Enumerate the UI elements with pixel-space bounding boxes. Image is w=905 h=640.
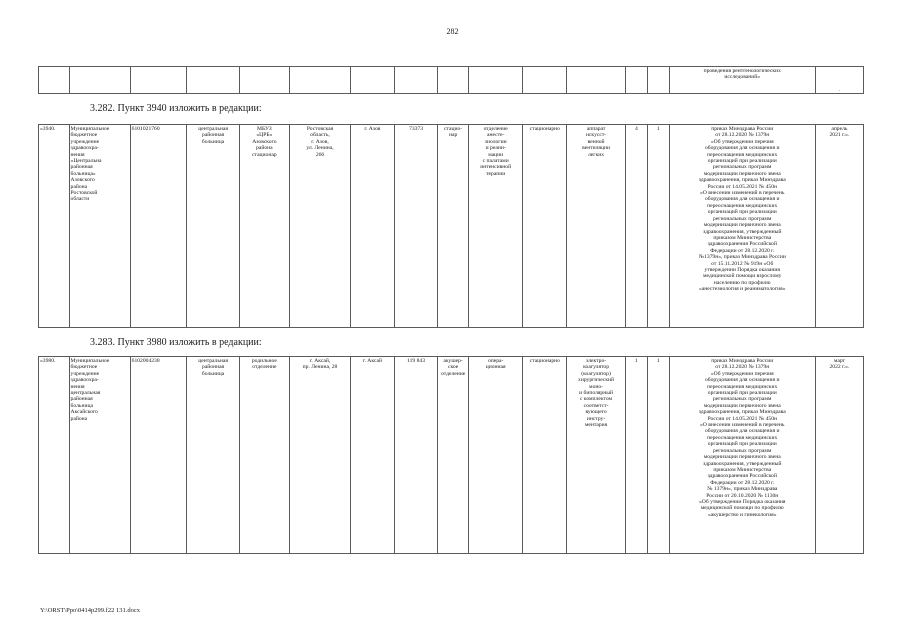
population: 73373 xyxy=(394,125,438,328)
organization-name: Муниципальное бюджетное учреждение здравоохра- нения центральная районная больница Аксайского района xyxy=(69,357,130,554)
organization-code: 6101021760 xyxy=(130,125,187,328)
section-heading-3283: 3.283. Пункт 3980 изложить в редакции: xyxy=(90,337,262,348)
row-number: «3980. xyxy=(39,357,70,554)
care-type: стацио- нар xyxy=(438,125,469,328)
equipment: электро- коагулятор (коагулятор) хирургический моно- и биполярный с комплектом соответст- вующего инстру- ментария xyxy=(567,357,626,554)
city: г. Азов xyxy=(351,125,395,328)
quantity-2: 1 xyxy=(647,357,669,554)
deadline: март 2022 г.». xyxy=(815,357,863,554)
fragment-dot: . xyxy=(838,86,841,93)
organization-type: центральная районная больница xyxy=(187,357,239,554)
organization-type: центральная районная больница xyxy=(187,125,239,328)
deadline: апрель 2021 г.». xyxy=(815,125,863,328)
section-heading-3282: 3.282. Пункт 3940 изложить в редакции: xyxy=(90,103,262,114)
care-condition: стационарно xyxy=(523,125,567,328)
quantity-2: 1 xyxy=(647,125,669,328)
row-number: «3940. xyxy=(39,125,70,328)
organization-name: Муниципальное бюджетное учреждение здравоохра- нения «Центральна районная больница» Азовского района Ростовской области xyxy=(69,125,130,328)
address: г. Аксай, пр. Ленина, 28 xyxy=(289,357,350,554)
fragment-text: проведения рентгенологических исследований» xyxy=(703,68,781,81)
structural-unit: МБУЗ «ЦРБ» Азовского района стационар xyxy=(239,125,289,328)
equipment: аппарат искусст- венной вентиляции легких xyxy=(567,125,626,328)
file-path-footer: Y:\ORST\Ppo\0414p299.f22 131.docx xyxy=(40,607,140,614)
quantity-1: 1 xyxy=(626,357,648,554)
care-condition: стационарно xyxy=(523,357,567,554)
fragment-basis-cell xyxy=(669,67,815,94)
city: г. Аксай xyxy=(351,357,395,554)
population: 119 843 xyxy=(394,357,438,554)
fragment-date-cell xyxy=(815,67,863,94)
organization-code: 6102004238 xyxy=(130,357,187,554)
department: опера- ционная xyxy=(468,357,523,554)
address: Ростовская область, г. Азов, ул. Ленина, 266 xyxy=(289,125,350,328)
page-number: 282 xyxy=(446,27,459,36)
care-type: акушер- ское отделение xyxy=(438,357,469,554)
table-row-3980 xyxy=(38,356,864,554)
legal-basis: приказ Минздрава России от 28.12.2020 № 1379н «Об утверждении перечня оборудования для оснащения и переоснащения медицинских организаций при реализации региональных программ модернизации первичного звена здравоохранения, приказ Минздрава России от 14.05.2021 № 450н «О внесении изменений в перечень оборудования для оснащения и переоснащения медицинских организаций при реализации региональных программ модернизации первичного звена здравоохранения, утвержденный приказом Министерства здравоохранения Российской Федерации от 28.12.2020 г. №1379н», приказ Минздрава России от 15.11.2012 № 919н «Об утверждении Порядка оказания медицинской помощи взрослому населению по профилю «анестезиология и реаниматология» xyxy=(669,125,815,328)
structural-unit: родильное отделение xyxy=(239,357,289,554)
department: отделение анесте- зиологии и реани- мации с палатами интенсивной терапии xyxy=(468,125,523,328)
table-row-3940 xyxy=(38,124,864,328)
table-fragment-top xyxy=(38,66,864,94)
legal-basis: приказ Минздрава России от 28.12.2020 № 1379н «Об утверждении перечня оборудования для оснащения и переоснащения медицинских организаций при реализации региональных программ модернизации первичного звена здравоохранения, приказ Минздрава России от 14.05.2021 № 450н «О внесении изменений в перечень оборудования для оснащения и переоснащения медицинских организаций при реализации региональных программ модернизации первичного звена здравоохранения, утвержденный приказом Министерства здравоохранения Российской Федерации от 28.12.2020 г. № 1379н», приказ Минздрава России от 20.10.2020 № 1130н «Об утверждении Порядка оказания медицинской помощи по профилю «акушерство и гинекология» xyxy=(669,357,815,554)
quantity-1: 4 xyxy=(626,125,648,328)
